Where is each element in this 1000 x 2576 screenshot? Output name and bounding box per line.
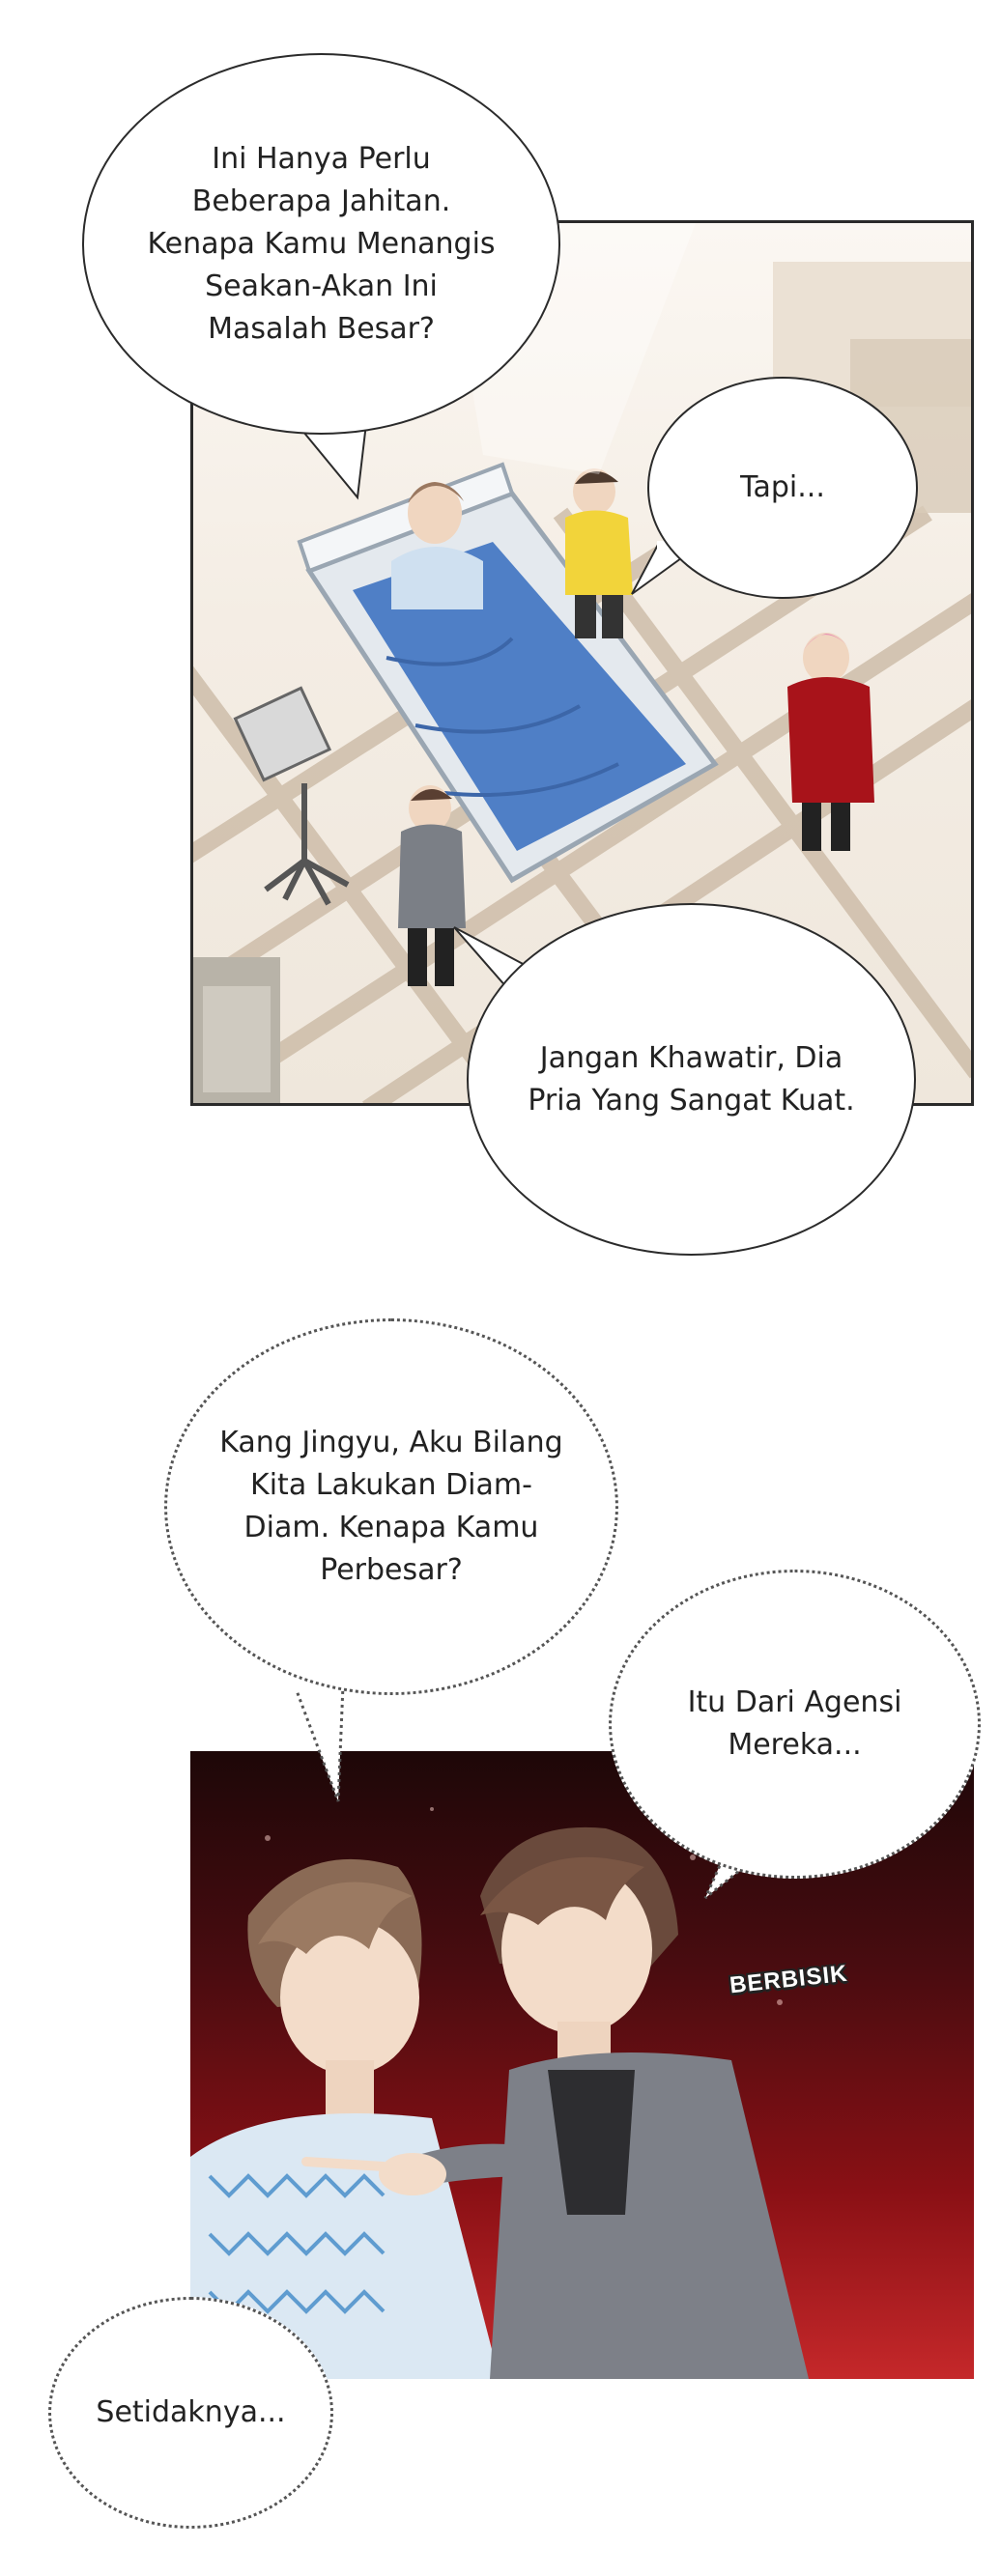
speech-text: Ini Hanya Perlu Beberapa Jahitan. Kenapa Kamu Menangis Seakan-Akan Ini Masalah Besar? — [147, 141, 496, 346]
speech-bubble-right — [647, 377, 918, 599]
speech-bubble-bottom — [467, 903, 916, 1256]
speech-text: Jangan Khawatir, Dia Pria Yang Sangat Kuat. — [528, 1040, 855, 1118]
sound-effect-text: BERBISIK — [728, 1960, 849, 1999]
patient-character — [190, 1859, 500, 2379]
speech-text: Itu Dari Agensi Mereka... — [687, 1685, 902, 1762]
speech-bubble-top-left — [82, 53, 560, 435]
speech-text: Tapi... — [740, 470, 825, 504]
speech-bubble-dotted-right — [609, 1570, 981, 1879]
speech-bubble-dotted-bottom-left — [48, 2297, 333, 2529]
speech-bubble-dotted-top-left — [164, 1318, 618, 1695]
speech-text: Kang Jingyu, Aku Bilang Kita Lakukan Diam-Diam. Kenapa Kamu Perbesar? — [219, 1426, 563, 1587]
bubble-tail — [290, 1681, 357, 1806]
speech-text: Setidaknya... — [96, 2395, 286, 2429]
